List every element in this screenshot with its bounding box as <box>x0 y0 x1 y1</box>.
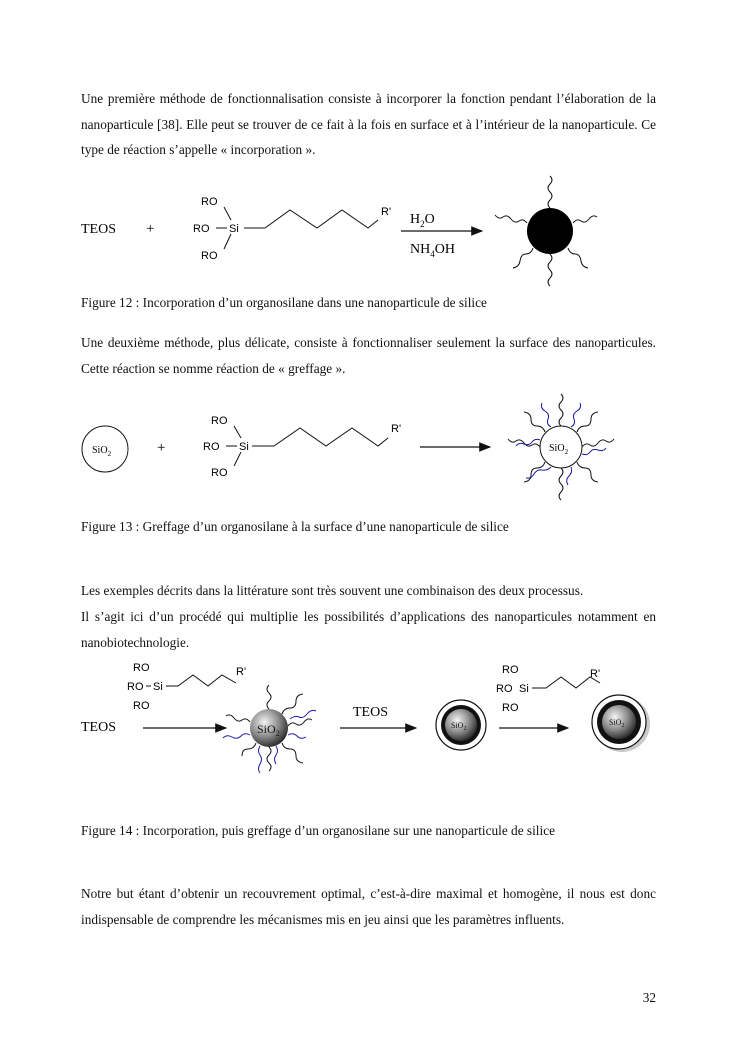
ro-top-label: RO <box>201 196 218 208</box>
ro-bottom-label-2: RO <box>502 702 519 714</box>
shelled-particle <box>436 700 486 750</box>
teos-label: TEOS <box>81 222 116 237</box>
paragraph-applications: Il s’agit ici d’un procédé qui multiplie les possibilités d’applications des nanoparticules notamment en nanobiotechnologie. <box>81 609 656 650</box>
si-label-2: Si <box>519 683 529 695</box>
alkyl-chain <box>252 428 388 446</box>
paragraph-incorporation-intro: Une première méthode de fonctionnalisation consiste à incorporer la fonction pendant l’élaboration de la nanoparticule [38]. Elle peut se trouver de ce fait à la fois en surface et à l’intérieur de la nanoparticule. Ce type de réaction s’appelle « incorporation ». <box>81 91 656 157</box>
paragraph-combination: Les exemples décrits dans la littérature sont très souvent une combinaison des deux processus. <box>81 583 584 598</box>
ro-left-label: RO <box>203 441 220 453</box>
ro-bottom-label: RO <box>201 250 218 262</box>
paragraph-conclusion: Notre but étant d’obtenir un recouvrement optimal, c’est-à-dire maximal et homogène, il nous est donc indispensable de comprendre les mécanismes mis en jeu ainsi que les paramètres influents. <box>81 886 656 927</box>
figure-12-caption: Figure 12 : Incorporation d’un organosilane dans une nanoparticule de silice <box>81 295 487 310</box>
sio2-label: SiO$_2$ <box>609 718 625 729</box>
r-prime-label: R' <box>236 666 247 678</box>
sio2-label: SiO$_2$ <box>92 445 112 458</box>
r-prime-label: R' <box>381 206 392 218</box>
grafted-gray-particle <box>223 685 316 773</box>
ro-top-label: RO <box>211 415 228 427</box>
ro-top-label: RO <box>133 662 150 674</box>
teos-label: TEOS <box>81 720 116 735</box>
r-prime-label: R' <box>391 423 402 435</box>
sio2-label: SiO$_2$ <box>257 722 280 738</box>
ro-top-label-2: RO <box>502 664 519 676</box>
condition-water: $H_2O$ <box>410 212 435 229</box>
page-number: 32 <box>642 990 656 1005</box>
figure-12-scheme <box>0 160 745 290</box>
ro-bottom-label: RO <box>211 467 228 479</box>
sio2-label: SiO$_2$ <box>451 721 467 732</box>
si-label: Si <box>153 681 163 693</box>
ro-bottom-label: RO <box>133 700 150 712</box>
alkyl-chain <box>244 210 378 228</box>
plus-sign: + <box>146 221 155 237</box>
paragraph-greffage-intro: Une deuxième méthode, plus délicate, consiste à fonctionnaliser seulement la surface des nanoparticules. Cette réaction se nomme réaction de « greffage ». <box>81 335 656 376</box>
figure-13-scheme <box>0 380 745 510</box>
final-shelled-particle <box>592 695 650 752</box>
figure-13-caption: Figure 13 : Greffage d’un organosilane à la surface d’une nanoparticule de silice <box>81 519 509 534</box>
si-label: Si <box>239 441 249 453</box>
alkyl-chain <box>166 675 236 686</box>
ro-left-label: RO <box>193 223 210 235</box>
condition-ammonia: $NH_4OH$ <box>410 242 455 259</box>
grafted-particle <box>508 394 614 500</box>
plus-sign: + <box>157 440 166 456</box>
ro-left-label-2: RO <box>496 683 513 695</box>
figure-14-scheme <box>0 655 745 805</box>
si-label: Si <box>229 223 239 235</box>
figure-14-caption: Figure 14 : Incorporation, puis greffage d’un organosilane sur une nanoparticule de silice <box>81 823 555 838</box>
sio2-label: SiO$_2$ <box>549 443 569 456</box>
teos-arrow-label: TEOS <box>353 705 388 720</box>
functionalized-particle <box>495 176 597 286</box>
silica-particle <box>82 426 128 472</box>
ro-left-label: RO <box>127 681 144 693</box>
r-prime-label-2: R' <box>590 668 601 680</box>
